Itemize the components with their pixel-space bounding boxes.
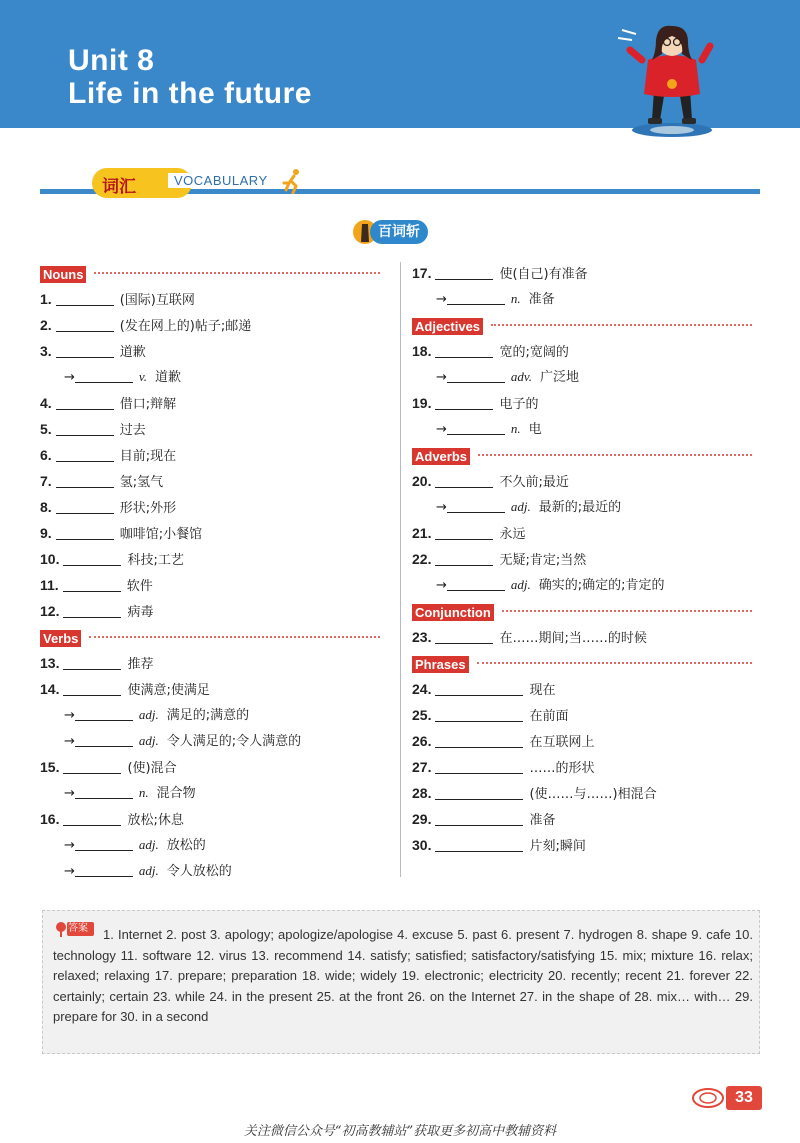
item-number: 4. (40, 395, 52, 411)
item-meaning: 在互联网上 (529, 735, 595, 750)
item-number: 23. (412, 629, 432, 645)
item-meaning: 使(自己)有准备 (499, 267, 588, 282)
vocab-item (40, 599, 153, 623)
answer-blank (435, 524, 493, 540)
derived-word-item (436, 573, 665, 597)
item-number: 1. (40, 291, 52, 307)
vocab-item (412, 469, 569, 493)
vocab-item (412, 391, 538, 415)
answer-blank (435, 264, 493, 280)
answer-blank (435, 706, 523, 722)
section-header-verbs (40, 628, 380, 646)
part-of-speech: adj. (138, 707, 159, 722)
section-divider (478, 454, 752, 456)
derived-word-item (436, 417, 542, 441)
vocab-item (40, 495, 176, 519)
vocab-item (40, 417, 146, 441)
answer-blank (447, 575, 505, 591)
item-meaning: 不久前;最近 (499, 475, 569, 490)
item-meaning: 准备 (528, 292, 555, 307)
arrow-icon: → (436, 370, 447, 385)
item-number: 10. (40, 551, 60, 567)
section-header-nouns (40, 264, 380, 282)
vocab-item (412, 625, 647, 649)
part-of-speech: adj. (138, 733, 159, 748)
item-number: 16. (40, 811, 60, 827)
item-meaning: 在前面 (529, 709, 569, 724)
item-meaning: 混合物 (156, 786, 196, 801)
answer-blank (435, 472, 493, 488)
section-header-phrases (412, 654, 752, 672)
part-of-speech: n. (510, 291, 521, 306)
item-meaning: 放松的 (166, 838, 206, 853)
item-meaning: (使……与……)相混合 (529, 787, 657, 802)
item-meaning: 过去 (119, 423, 146, 438)
answer-blank (447, 367, 505, 383)
item-meaning: 令人满足的;令人满意的 (166, 734, 302, 749)
vocab-item (412, 261, 588, 285)
section-label: Conjunction (412, 604, 494, 621)
item-meaning: ……的形状 (529, 761, 595, 776)
item-number: 3. (40, 343, 52, 359)
item-meaning: 软件 (126, 579, 153, 594)
answer-blank (56, 290, 114, 306)
item-meaning: 科技;工艺 (127, 553, 184, 568)
answer-key-text: 1. Internet 2. post 3. apology; apologize/apologise 4. excuse 5. past 6. present 7. hydrogen 8. shape 9. cafe 10. technology 11. software 12. virus 13. recommend 14. satisfy; satisfied; satisfactory/satisfying 15. mix; mixture 16. relax; relaxed; relaxing 17. prepare; preparation 18. wide; widely 19. electronic; electricity 20. recently; recent 21. forever 22. certainly; certain 23. while 24. in the present 25. at the front 26. on the Internet 27. in the shape of 28. mix… with… 29. prepare for 30. in a second (53, 927, 753, 1025)
vocabulary-banner (40, 168, 760, 198)
vocab-item (40, 547, 184, 571)
answer-blank (435, 394, 493, 410)
part-of-speech: n. (138, 785, 149, 800)
part-of-speech: adj. (138, 863, 159, 878)
item-meaning: 宽的;宽阔的 (499, 345, 569, 360)
footer-note: 关注微信公众号“初高教辅站”获取更多初高中教辅资料 (243, 1124, 557, 1139)
item-meaning: 咖啡馆;小餐馆 (119, 527, 203, 542)
item-number: 17. (412, 265, 432, 281)
answer-blank (75, 783, 133, 799)
vocab-item (412, 781, 657, 805)
arrow-icon: → (436, 578, 447, 593)
derived-word-item (64, 781, 196, 805)
item-number: 5. (40, 421, 52, 437)
item-number: 11. (40, 577, 59, 593)
answer-blank (63, 680, 121, 696)
item-number: 12. (40, 603, 60, 619)
answer-blank (75, 835, 133, 851)
item-meaning: 令人放松的 (166, 864, 232, 879)
section-label: Nouns (40, 266, 86, 283)
item-meaning: 片刻;瞬间 (529, 839, 586, 854)
answer-blank (75, 705, 133, 721)
answer-blank (63, 602, 121, 618)
item-number: 27. (412, 759, 432, 775)
item-number: 20. (412, 473, 432, 489)
unit-number: Unit 8 (68, 44, 155, 77)
answer-blank (447, 497, 505, 513)
vocab-item (40, 313, 251, 337)
derived-word-item (64, 729, 301, 753)
section-label: Adjectives (412, 318, 483, 335)
answer-blank (56, 342, 114, 358)
item-number: 18. (412, 343, 432, 359)
unit-title (68, 44, 312, 110)
section-label: Verbs (40, 630, 81, 647)
answer-blank (56, 420, 114, 436)
vocab-item (40, 391, 176, 415)
arrow-icon: → (64, 708, 75, 723)
answer-blank (75, 367, 133, 383)
part-of-speech: adj. (510, 499, 531, 514)
item-meaning: 永远 (499, 527, 526, 542)
vocab-item (412, 833, 586, 857)
vocab-item (40, 573, 153, 597)
vocab-item (40, 339, 146, 363)
vocab-item (40, 755, 177, 779)
vocab-item (412, 807, 555, 831)
item-meaning: 放松;休息 (127, 813, 184, 828)
page-ornament-icon (690, 1086, 726, 1110)
item-number: 30. (412, 837, 432, 853)
section-divider (94, 272, 380, 274)
column-divider (400, 262, 401, 877)
baici-section-header (352, 218, 462, 246)
answer-blank (435, 628, 493, 644)
item-meaning: 无疑;肯定;当然 (499, 553, 587, 568)
item-meaning: 在……期间;当……的时候 (499, 631, 647, 646)
item-meaning: 借口;辩解 (119, 397, 177, 412)
item-meaning: 形状;外形 (119, 501, 177, 516)
answer-blank (435, 784, 523, 800)
section-header-adjectives (412, 316, 752, 334)
part-of-speech: adj. (138, 837, 159, 852)
item-number: 13. (40, 655, 60, 671)
item-meaning: 道歉 (154, 370, 181, 385)
item-meaning: 满足的;满意的 (166, 708, 250, 723)
part-of-speech: n. (510, 421, 521, 436)
student-mascot-illustration (612, 20, 732, 140)
answer-blank (447, 419, 505, 435)
vocabulary-cn-label: 词汇 (102, 177, 136, 197)
item-number: 9. (40, 525, 52, 541)
item-meaning: (使)混合 (127, 761, 177, 776)
answer-blank (435, 758, 523, 774)
item-meaning: 使满意;使满足 (127, 683, 210, 698)
derived-word-item (64, 703, 249, 727)
answer-blank (56, 524, 114, 540)
item-number: 19. (412, 395, 432, 411)
vocab-item (412, 677, 555, 701)
arrow-icon: → (436, 292, 447, 307)
answer-blank (63, 654, 121, 670)
item-meaning: 推荐 (127, 657, 154, 672)
arrow-icon: → (436, 500, 447, 515)
derived-word-item (436, 365, 579, 389)
answer-blank (63, 758, 121, 774)
answer-key-label: 答案 (68, 923, 88, 934)
item-meaning: 病毒 (127, 605, 154, 620)
answer-blank (435, 810, 523, 826)
answer-blank (63, 810, 121, 826)
arrow-icon: → (64, 370, 75, 385)
item-meaning: 广泛地 (539, 370, 579, 385)
arrow-icon: → (64, 734, 75, 749)
derived-word-item (64, 859, 232, 883)
item-meaning: 电 (528, 422, 542, 437)
item-meaning: (国际)互联网 (119, 293, 195, 308)
page-number: 33 (726, 1086, 762, 1110)
answer-key-box (42, 910, 760, 1054)
derived-word-item (436, 287, 555, 311)
item-number: 29. (412, 811, 432, 827)
section-divider (477, 662, 752, 664)
item-number: 6. (40, 447, 52, 463)
part-of-speech: adv. (510, 369, 532, 384)
answer-blank (56, 316, 114, 332)
vocab-item (412, 339, 569, 363)
section-label: Adverbs (412, 448, 470, 465)
section-header-conjunction (412, 602, 752, 620)
item-number: 2. (40, 317, 52, 333)
answer-blank (56, 446, 114, 462)
section-divider (491, 324, 752, 326)
unit-subtitle: Life in the future (68, 77, 312, 110)
vocabulary-en-label: VOCABULARY (168, 173, 274, 188)
answer-blank (75, 861, 133, 877)
item-meaning: 准备 (529, 813, 556, 828)
part-of-speech: v. (138, 369, 147, 384)
vocab-item (412, 729, 594, 753)
section-label: Phrases (412, 656, 469, 673)
vocab-item (412, 703, 568, 727)
derived-word-item (64, 365, 181, 389)
vocab-item (412, 521, 525, 545)
item-meaning: 现在 (529, 683, 556, 698)
vocab-item (40, 651, 153, 675)
vocab-item (40, 443, 176, 467)
item-meaning: (发在网上的)帖子;邮递 (119, 319, 252, 334)
answer-blank (63, 576, 121, 592)
answer-blank (75, 731, 133, 747)
item-number: 15. (40, 759, 60, 775)
answer-blank (435, 342, 493, 358)
item-number: 28. (412, 785, 432, 801)
item-number: 21. (412, 525, 432, 541)
answer-blank (435, 550, 493, 566)
arrow-icon: → (64, 838, 75, 853)
answer-blank (435, 732, 523, 748)
answer-blank (447, 289, 505, 305)
item-meaning: 最新的;最近的 (538, 500, 622, 515)
section-divider (502, 610, 752, 612)
derived-word-item (436, 495, 621, 519)
answer-blank (56, 472, 114, 488)
answer-blank (435, 680, 523, 696)
answer-blank (56, 394, 114, 410)
item-number: 25. (412, 707, 432, 723)
arrow-icon: → (436, 422, 447, 437)
section-header-adverbs (412, 446, 752, 464)
item-meaning: 氢;氢气 (119, 475, 164, 490)
item-number: 7. (40, 473, 52, 489)
item-number: 22. (412, 551, 432, 567)
arrow-icon: → (64, 864, 75, 879)
vocab-item (40, 521, 202, 545)
vocab-item (412, 755, 594, 779)
item-meaning: 确实的;确定的;肯定的 (538, 578, 665, 593)
section-divider (89, 636, 380, 638)
arrow-icon: → (64, 786, 75, 801)
runner-icon (280, 168, 304, 194)
item-number: 8. (40, 499, 52, 515)
item-number: 14. (40, 681, 60, 697)
vocab-item (412, 547, 586, 571)
answer-blank (63, 550, 121, 566)
answer-blank (435, 836, 523, 852)
part-of-speech: adj. (510, 577, 531, 592)
baici-label: 百词斩 (370, 220, 428, 244)
item-meaning: 电子的 (499, 397, 539, 412)
item-meaning: 目前;现在 (119, 449, 177, 464)
vocab-item (40, 469, 163, 493)
vocab-item (40, 287, 195, 311)
derived-word-item (64, 833, 206, 857)
item-number: 24. (412, 681, 432, 697)
item-meaning: 道歉 (119, 345, 146, 360)
answer-blank (56, 498, 114, 514)
item-number: 26. (412, 733, 432, 749)
vocab-item (40, 677, 210, 701)
vocab-item (40, 807, 184, 831)
